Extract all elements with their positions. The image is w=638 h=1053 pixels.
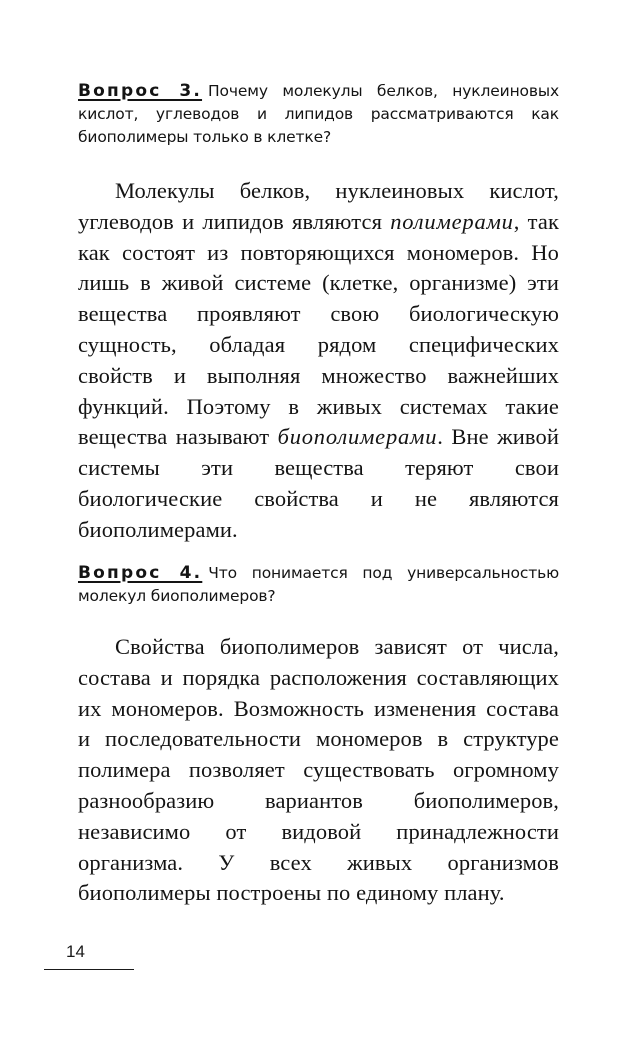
question-3-label: Вопрос 3.	[78, 81, 203, 101]
answer-3-part-1: Молекулы белков, нуклеиновых кислот, углеводов и липидов являются	[78, 178, 559, 234]
question-3-text: Почему молекулы белков, нуклеиновых кислот, углеводов и липидов рассматриваются как биополимеры только в клетке?	[78, 82, 559, 146]
question-4	[78, 562, 559, 608]
question-4-text: Что понимается под универсальностью молекул биополимеров?	[78, 564, 559, 605]
answer-3-part-3: . Вне живой системы эти вещества теряют свои биологические свойства и не являются биополимерами.	[78, 424, 559, 542]
question-4-label: Вопрос 4.	[78, 563, 203, 583]
question-3	[78, 80, 559, 149]
answer-4: Свойства биополимеров зависят от числа, состава и порядка расположения составляющих их мономеров. Возможность изменения состава и последовательности мономеров в структуре полимера позволяет существовать огромному разнообразию вариантов биополимеров, независимо от видовой принадлежности организма. У всех живых организмов биополимеры построены по единому плану.	[78, 634, 559, 906]
answer-3-part-2: , так как состоят из повторяющихся мономеров. Но лишь в живой системе (клетке, организме) эти вещества проявляют свою биологическую сущность, обладая рядом специфических свойств и выполняя множество важнейших функций. Поэтому в живых системах такие вещества называют	[78, 208, 559, 450]
answer-3-term-biopolymers: биополимерами	[277, 424, 438, 450]
page-number: 14	[66, 942, 85, 961]
page-number-rule	[44, 969, 134, 970]
answer-3	[78, 176, 559, 546]
answer-3-term-polymers: полимерами	[390, 208, 514, 234]
